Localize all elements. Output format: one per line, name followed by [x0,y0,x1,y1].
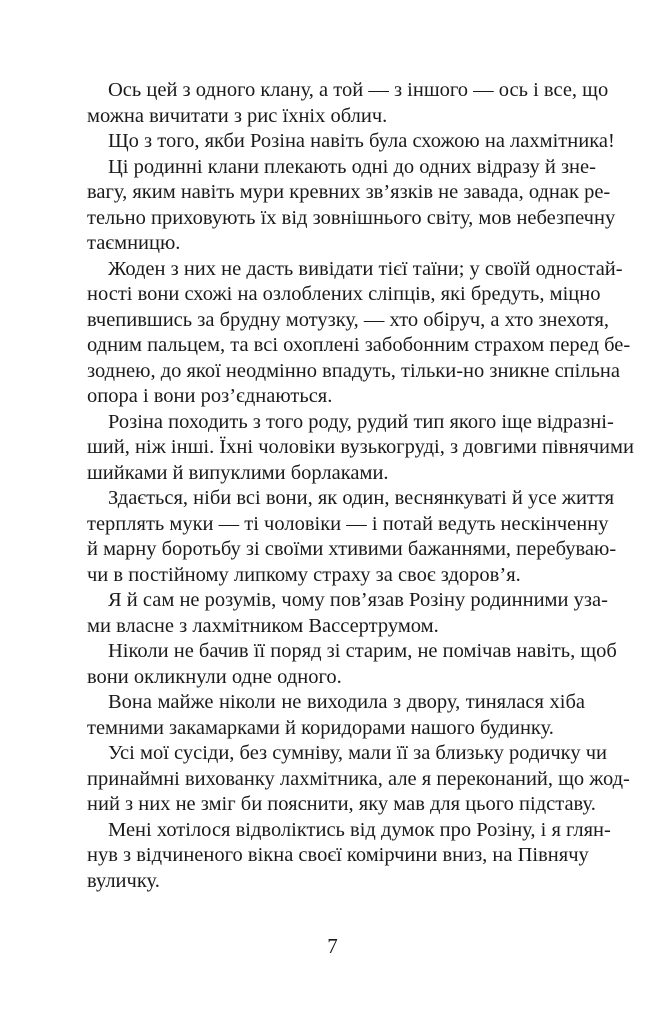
paragraph [87,639,617,690]
text-line: таємницю. [87,232,181,254]
text-line: можна вичитати з рис їхніх облич. [87,104,388,127]
text-line: вагу, яким навіть мури кревних зв’язків не завада, однак ре- [87,181,611,203]
text-line: ший, ніж інші. Їхні чоловіки вузькогруді, з довгими півнячими [87,436,634,458]
text-line: Жоден з них не дасть вивідати тієї таїни; у своїй одностай- [108,257,623,280]
text-line: чи в постійному липкому страху за своє здоров’я. [87,563,521,586]
text-line: опора і вони роз’єднаються. [87,385,333,407]
text-line: ми власне з лахмітником Вассертрумом. [87,614,439,637]
text-line: вони окликнули одне одного. [87,665,342,688]
text-line: Здається, ніби всі вони, як один, веснянкуваті й усе життя [108,487,615,509]
text-line: шийками й випуклими борлаками. [87,461,389,484]
page-number: 7 [327,934,338,958]
text-line: Усі мої сусіди, без сумніву, мали її за близьку родичку чи [108,742,607,764]
text-line: Ніколи не бачив її поряд зі старим, не помічав навіть, щоб [108,640,617,662]
text-line: Ці родинні клани плекають одні до одних відразу й зне- [108,155,596,178]
body-text [87,78,634,894]
text-line: принаймні вихованку лахмітника, але я переконаний, що жод- [87,767,630,790]
text-line: Розіна походить з того роду, рудий тип якого іще відразні- [108,410,614,433]
paragraph [87,257,631,410]
text-line: нув з відчиненого вікна своєї комірчини вниз, на Півнячу [87,844,589,866]
text-line: терплять муки — ті чоловіки — і потай ведуть нескінченну [87,512,609,535]
text-line: Я й сам не розумів, чому пов’язав Розіну родинними уза- [108,589,608,611]
text-line: Мені хотілося відволіктись від думок про Розіну, і я глян- [108,818,611,841]
text-line: Вона майже ніколи не виходила з двору, тинялася хіба [108,691,585,713]
text-line: вуличку. [87,869,160,892]
text-line: тельно приховують їх від зовнішнього світу, мов небезпечну [87,206,616,229]
paragraph [87,818,611,895]
text-line: ний з них не зміг би пояснити, яку мав для цього підставу. [87,793,596,815]
paragraph [87,486,617,588]
paragraph [87,410,634,487]
paragraph [87,155,616,257]
paragraph [87,588,608,639]
text-line: вчепившись за брудну мотузку, — хто обіруч, а хто знехотя, [87,308,610,331]
text-line: одним пальцем, та всі охоплені забобонним страхом перед бе- [87,334,631,356]
paragraph [87,78,609,129]
text-line: й марну боротьбу зі своїми хтивими бажаннями, перебуваю- [87,538,617,560]
paragraph [87,741,630,818]
text-line: ності вони схожі на озлоблених сліпців, які бредуть, міцно [87,283,601,305]
paragraph [87,129,615,155]
text-line: темними закамарками й коридорами нашого будинку. [87,716,554,739]
text-line: Що з того, якби Розіна навіть була схожою на лахмітника! [108,130,615,152]
text-line: Ось цей з одного клану, а той — з іншого — ось і все, що [108,79,609,101]
text-line: зоднею, до якої неодмінно впадуть, тільки-но зникне спільна [87,359,620,382]
paragraph [87,690,585,741]
